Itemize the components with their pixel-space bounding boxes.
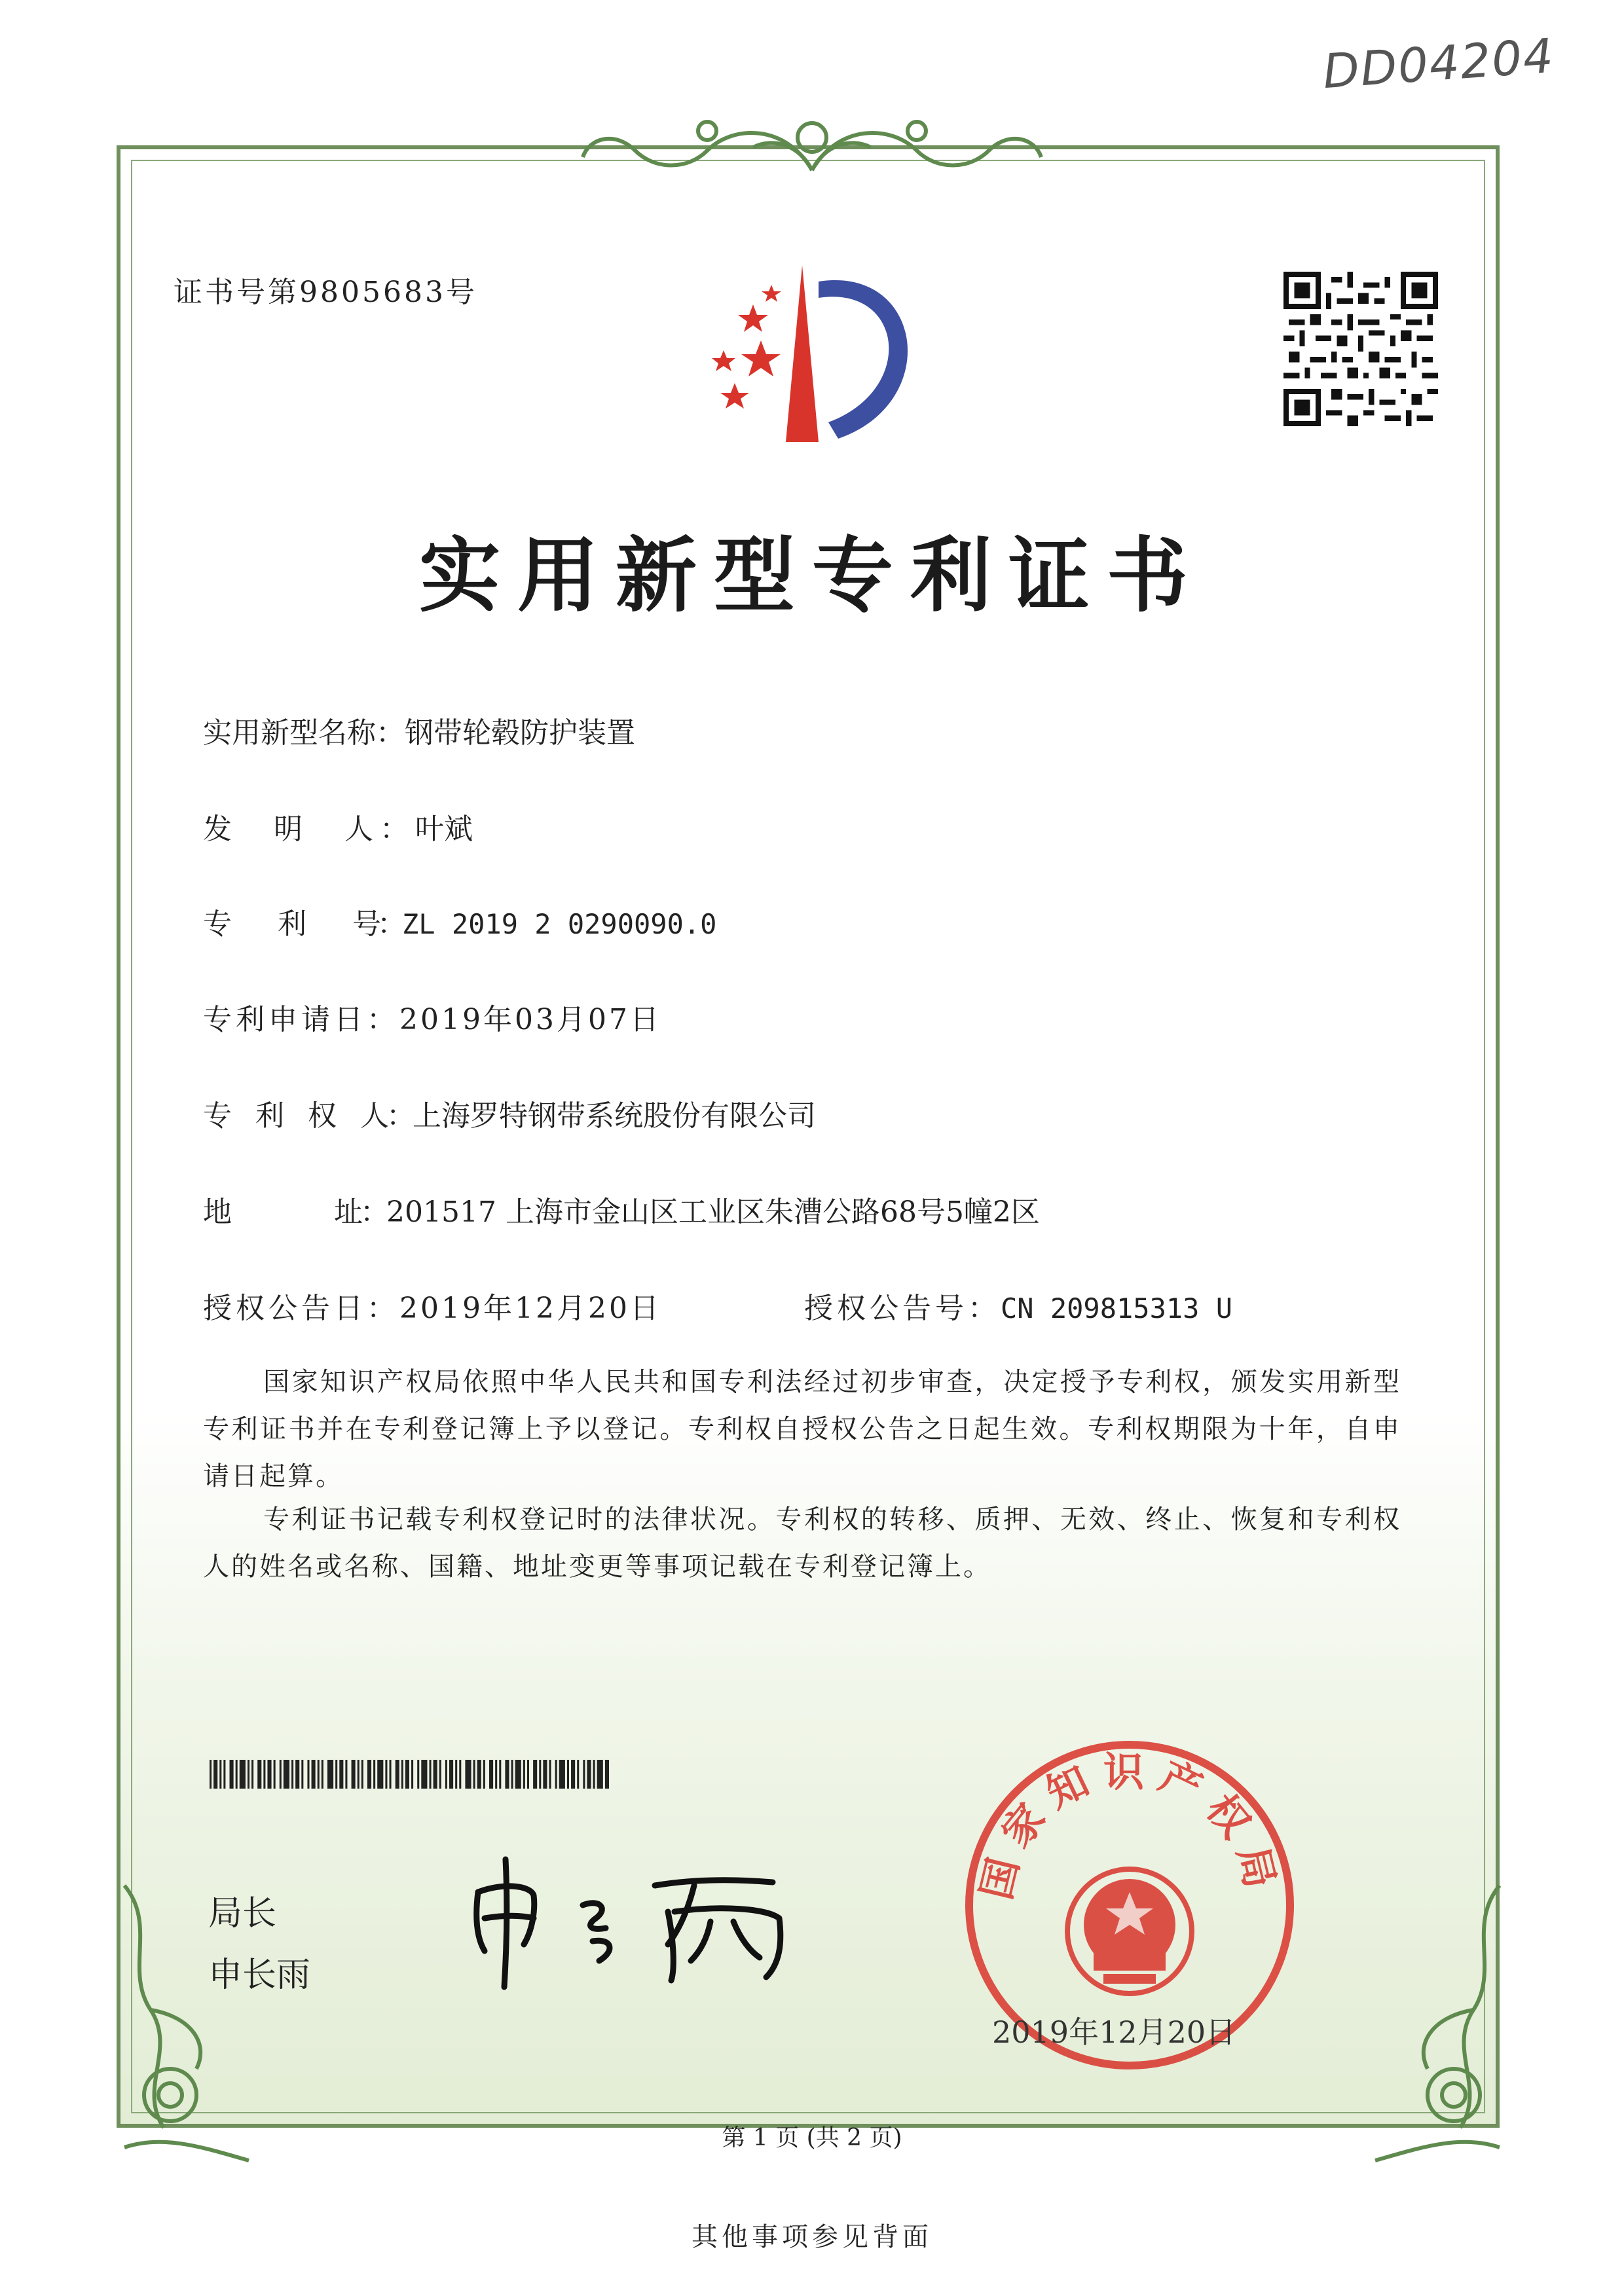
patent-number-row xyxy=(203,900,716,942)
seal-text: 国家知识产权局 xyxy=(972,1747,1287,1904)
filing-date-label: 专利申请日： xyxy=(203,1003,399,1036)
grant-number-label: 授权公告号： xyxy=(804,1292,1001,1325)
barcode-icon xyxy=(210,1760,609,1789)
grant-number-row xyxy=(804,1285,1232,1326)
address-label: 地 址： xyxy=(203,1195,386,1229)
certificate-title: 实用新型专利证书 xyxy=(418,528,1205,623)
legal-status-paragraph: 专利证书记载专利权登记时的法律状况。专利权的转移、质押、无效、终止、恢复和专利权人的姓名或名称、国籍、地址变更等事项记载在专利登记簿上。 xyxy=(203,1504,1401,1582)
seal-date: 2019年12月20日 xyxy=(992,2014,1236,2050)
patentee-label: 专 利 权 人： xyxy=(203,1099,413,1133)
inventor-label: 发 明 人： xyxy=(203,812,415,846)
utility-model-name-row xyxy=(203,709,635,751)
filing-date-value: 2019年03月07日 xyxy=(399,1003,661,1036)
handwritten-note: DD04204 xyxy=(1321,27,1557,100)
patent-number-value: ZL 2019 2 0290090.0 xyxy=(402,908,717,940)
patentee-value: 上海罗特钢带系统股份有限公司 xyxy=(413,1099,816,1133)
grant-date-row xyxy=(203,1285,661,1326)
inventor-row xyxy=(203,805,473,847)
utility-model-name-value: 钢带轮毂防护装置 xyxy=(405,716,635,750)
top-ornament-icon xyxy=(576,98,1048,190)
utility-model-name-label: 实用新型名称： xyxy=(203,716,405,750)
grant-number-value: CN 209815313 U xyxy=(1001,1292,1233,1324)
handwritten-signature-icon xyxy=(458,1846,825,1997)
patentee-row xyxy=(203,1092,816,1134)
address-row xyxy=(203,1188,1040,1230)
grant-date-label: 授权公告日： xyxy=(203,1292,399,1325)
inventor-value: 叶斌 xyxy=(415,812,473,846)
grant-statement-paragraph: 国家知识产权局依照中华人民共和国专利法经过初步审查，决定授予专利权，颁发实用新型专利证书并在专利登记簿上予以登记。专利权自授权公告之日起生效。专利权期限为十年，自申请日起算。 xyxy=(203,1367,1401,1491)
patent-number-label: 专 利 号： xyxy=(203,907,402,941)
signatory-role: 局长 xyxy=(208,1894,277,1933)
qr-code-icon xyxy=(1283,272,1438,426)
certificate-number: 证书号第9805683号 xyxy=(174,276,477,309)
cnipa-logo-icon xyxy=(688,259,936,448)
footer-note: 其他事项参见背面 xyxy=(692,2222,932,2252)
filing-date-row xyxy=(203,996,661,1038)
signatory-name: 申长雨 xyxy=(208,1956,311,1995)
address-value: 201517 上海市金山区工业区朱漕公路68号5幢2区 xyxy=(386,1195,1040,1229)
page-number: 第 1 页 (共 2 页) xyxy=(722,2124,902,2151)
grant-date-value: 2019年12月20日 xyxy=(399,1292,661,1325)
